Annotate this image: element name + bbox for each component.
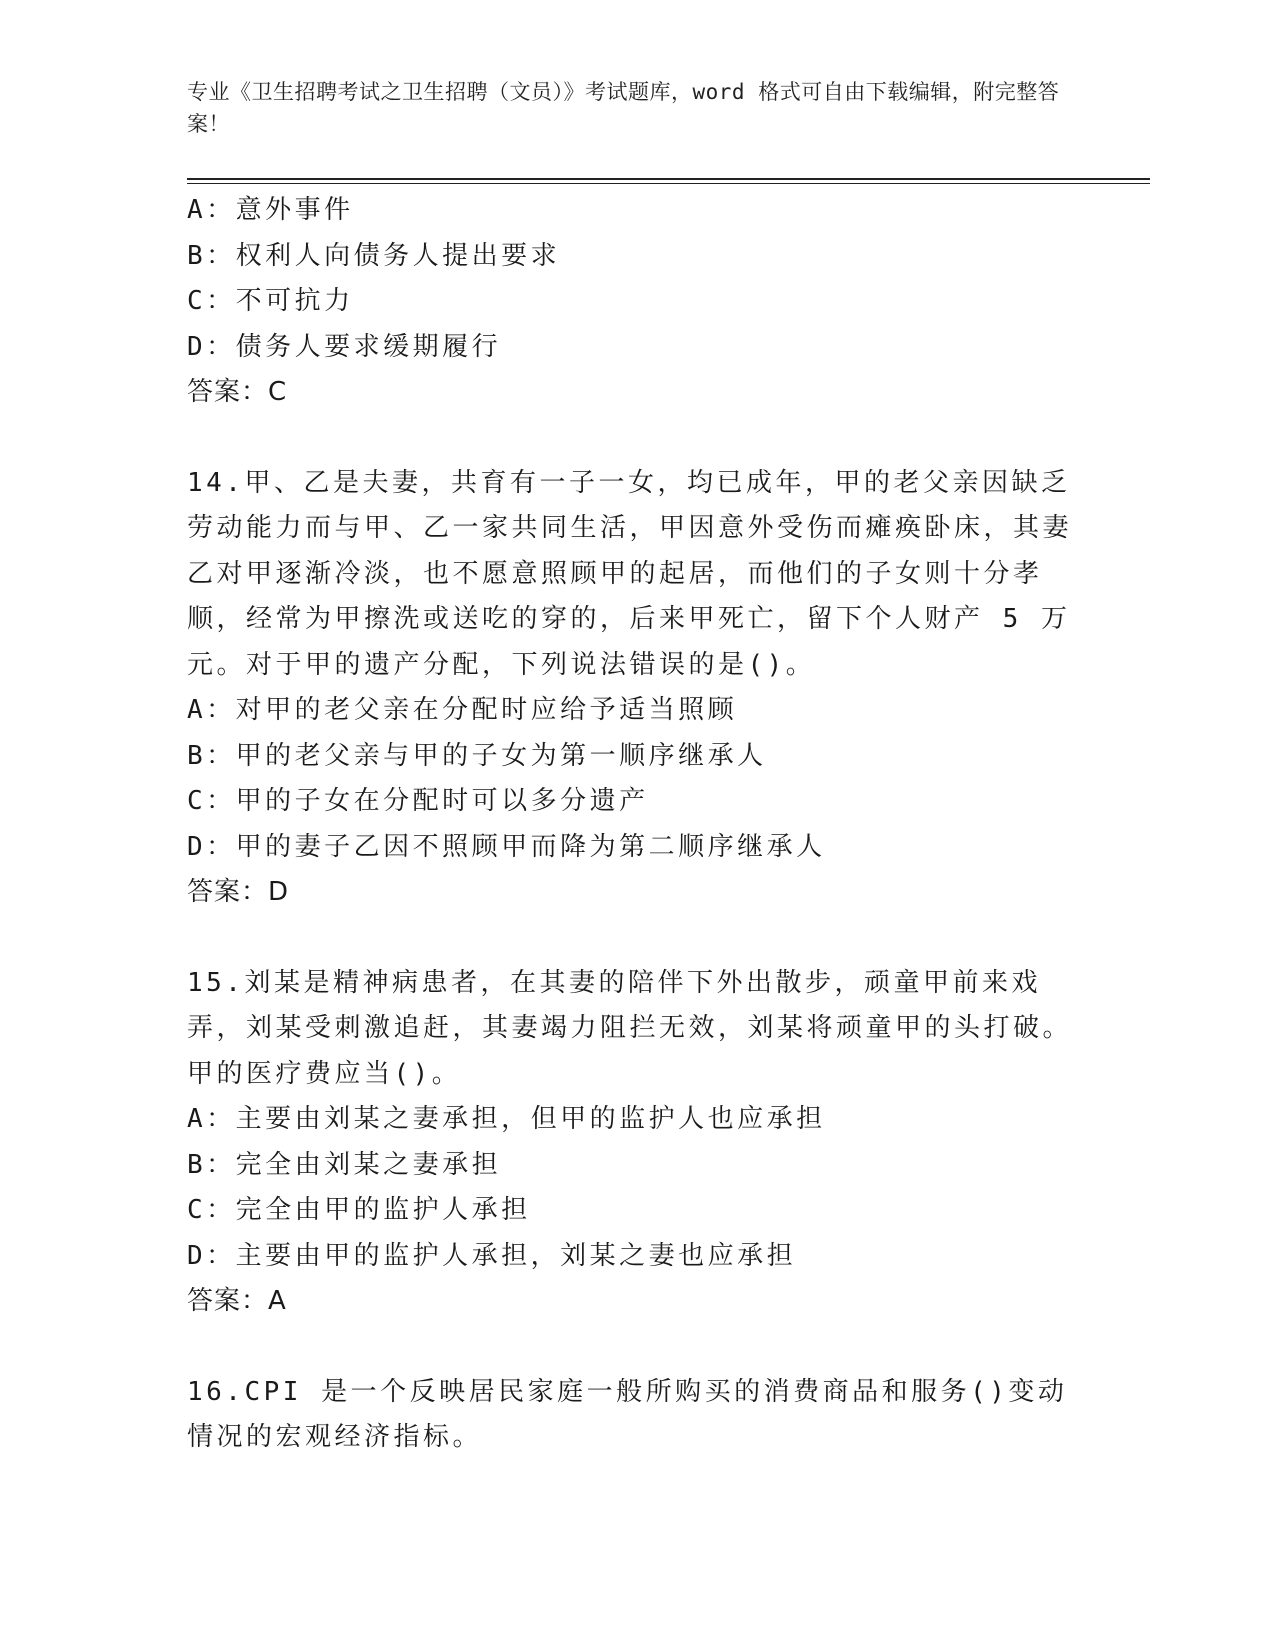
option-d: D：主要由甲的监护人承担，刘某之妻也应承担 bbox=[187, 1240, 797, 1271]
question-stem: 14.甲、乙是夫妻，共育有一子一女，均已成年，甲的老父亲因缺乏劳动能力而与甲、乙一家共同生活，甲因意外受伤而瘫痪卧床，其妻乙对甲逐渐冷淡，也不愿意照顾甲的起居，而他们的子女则十分孝顺，经常为甲擦洗或送吃的穿的，后来甲死亡，留下个人财产 5 万元。对于甲的遗产分配，下列说法错误的是()。 bbox=[187, 467, 1073, 680]
option-c: C：甲的子女在分配时可以多分遗产 bbox=[187, 786, 649, 816]
answer: 答案：A bbox=[187, 1286, 287, 1316]
question-15 bbox=[187, 961, 1077, 1325]
question-list bbox=[187, 188, 1077, 1461]
question-14 bbox=[187, 461, 1077, 916]
answer: 答案：D bbox=[187, 877, 290, 907]
header-rule-thin bbox=[187, 183, 1150, 184]
question-stem: 16.CPI 是一个反映居民家庭一般所购买的消费商品和服务()变动情况的宏观经济指标。 bbox=[187, 1376, 1068, 1452]
option-c: C：完全由甲的监护人承担 bbox=[187, 1195, 531, 1225]
option-d: D：甲的妻子乙因不照顾甲而降为第二顺序继承人 bbox=[187, 831, 826, 862]
answer: 答案：C bbox=[187, 377, 288, 407]
option-b: B：甲的老父亲与甲的子女为第一顺序继承人 bbox=[187, 740, 767, 771]
option-b: B：完全由刘某之妻承担 bbox=[187, 1149, 502, 1180]
spacer bbox=[187, 416, 1077, 461]
question-16 bbox=[187, 1370, 1077, 1461]
option-a: A：主要由刘某之妻承担，但甲的监护人也应承担 bbox=[187, 1104, 826, 1134]
spacer bbox=[187, 916, 1077, 961]
document-header: 专业《卫生招聘考试之卫生招聘（文员）》考试题库，word 格式可自由下载编辑，附完整答案！ bbox=[187, 80, 1060, 136]
option-c: C：不可抗力 bbox=[187, 286, 354, 316]
question-stem: 15.刘某是精神病患者，在其妻的陪伴下外出散步，顽童甲前来戏弄，刘某受刺激追赶，其妻竭力阻拦无效，刘某将顽童甲的头打破。甲的医疗费应当()。 bbox=[187, 967, 1073, 1089]
spacer bbox=[187, 1325, 1077, 1370]
header-rule-thick bbox=[187, 178, 1150, 180]
option-a: A：对甲的老父亲在分配时应给予适当照顾 bbox=[187, 695, 738, 725]
option-a: A：意外事件 bbox=[187, 195, 354, 225]
option-b: B：权利人向债务人提出要求 bbox=[187, 240, 561, 271]
question-13 bbox=[187, 188, 1077, 416]
option-d: D：债务人要求缓期履行 bbox=[187, 331, 502, 362]
